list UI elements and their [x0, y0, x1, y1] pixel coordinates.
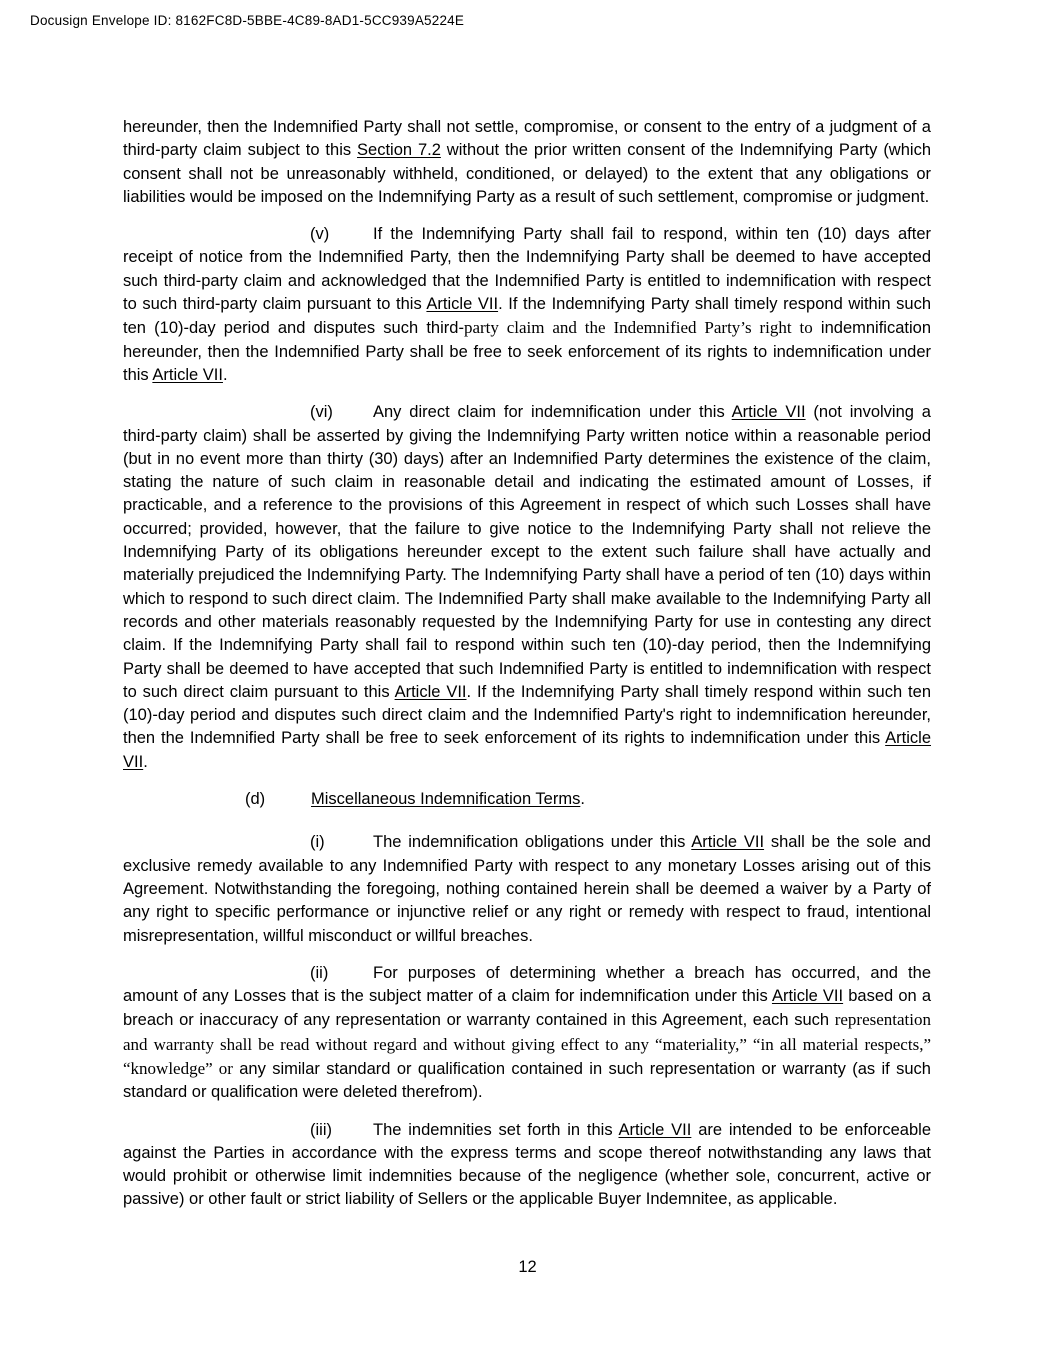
cross-reference: Miscellaneous Indemnification Terms: [311, 790, 581, 809]
text-segment: The indemnification obligations under this: [373, 833, 692, 852]
paragraph: [123, 1119, 931, 1212]
paragraph-label: (iii): [310, 1120, 332, 1139]
cross-reference: Article VII: [771, 987, 844, 1006]
cross-reference: Article VII: [394, 682, 467, 701]
document-body: [123, 116, 931, 1226]
text-segment: The indemnities set forth in this: [373, 1120, 619, 1139]
cross-reference: Article VII: [152, 365, 223, 384]
paragraph-label: (d): [245, 790, 266, 809]
text-segment: representation and warranty shall be read without regard and without giving effect to any “materiality,” “in all material respects,” “knowledge” or: [123, 1010, 931, 1078]
paragraph: [123, 401, 931, 774]
cross-reference: Article VII: [426, 295, 499, 314]
paragraph-label: (vi): [310, 403, 333, 422]
text-segment: . If the Indemnifying Party shall timely respond within such ten (10)-day period and disputes such direct claim and the Indemnified Party's right to indemnification hereunder, then the Indemnified Party shall be free to seek enforcement of its rights to indemnification under this: [123, 682, 931, 748]
paragraph: [123, 831, 931, 947]
text-segment: For purposes of determining whether a breach has occurred, and the amount of any Losses that is the subject matter of a claim for indemnification under this: [123, 963, 931, 1006]
text-segment: are intended to be enforceable against the Parties in accordance with the express terms and scope thereof notwithstanding any laws that would prohibit or otherwise limit indemnities because of the negligence (whether sole, concurrent, active or passive) or other fault or strict liability of Sellers or the applicable Buyer Indemnitee, as applicable.: [123, 1120, 932, 1209]
text-segment: without the prior written consent of the Indemnifying Party (which consent shall not be unreasonably withheld, conditioned, or delayed) to the extent that any obligations or liabilities would be imposed on the Indemnifying Party as a result of such settlement, compromise or judgment.: [123, 141, 931, 206]
paragraph: [123, 223, 931, 387]
paragraph-label: (i): [310, 833, 325, 852]
text-segment: .: [143, 752, 148, 771]
text-segment: hereunder, then the Indemnified Party shall not settle, compromise, or consent to the entry of a judgment of a third-party claim subject to this: [123, 118, 931, 160]
text-segment: any similar standard or qualification contained in such representation or warranty (as if such standard or qualification were deleted therefrom).: [123, 1059, 931, 1102]
cross-reference: Article VII: [731, 403, 806, 422]
text-segment: .: [222, 365, 228, 384]
text-segment: shall be the sole and exclusive remedy available to any Indemnified Party with respect to any monetary Losses arising out of this Agreement. Notwithstanding the foregoing, nothing contained herein shall be deemed a waiver by a Party of any right to specific performance or injunctive relief or any right or remedy with respect to fraud, intentional misrepresentation, willful misconduct or willful breaches.: [123, 833, 931, 945]
cross-reference: Article VII: [618, 1120, 692, 1139]
text-segment: If the Indemnifying Party shall fail to respond, within ten (10) days after receipt of notice from the Indemnified Party, then the Indemnifying Party shall be deemed to have accepted such third-party claim and acknowledged that the Indemnified Party is entitled to indemnification with respect to such third-party claim pursuant to this: [123, 225, 931, 314]
section-heading: [123, 788, 931, 811]
text-segment: party claim and the Indemnified Party’s right to: [463, 318, 813, 338]
page-number: 12: [518, 1258, 537, 1276]
paragraph-label: (v): [310, 225, 330, 244]
text-segment: . If the Indemnifying Party shall timely respond within such ten (10)-day period and disputes such third-: [123, 295, 932, 338]
text-segment: indemnification hereunder, then the Indemnified Party shall be free to seek enforcement of its rights to indemnification under this: [123, 319, 931, 384]
text-segment: Any direct claim for indemnification under this: [373, 403, 732, 422]
paragraph: [123, 116, 931, 209]
text-segment: (not involving a third-party claim) shall be asserted by giving the Indemnifying Party written notice within a reasonable period (but in no event more than thirty (30) days) after an Indemnified Party determines the existence of the claim, stating the nature of such claim in reasonable detail and indicating the estimated amount of Losses, if practicable, and a reference to the provisions of this Agreement in respect of which such Losses shall have occurred; provided, however, that the failure to give notice to the Indemnifying Party shall not relieve the Indemnifying Party of its obligations hereunder except to the extent such failure shall have actually and materially prejudiced the Indemnifying Party. The Indemnifying Party shall have a period of ten (10) days within which to respond to such direct claim. The Indemnified Party shall make available to the Indemnifying Party all records and other materials reasonably requested by the Indemnifying Party for use in contesting any direct claim. If the Indemnifying Party shall fail to respond within such ten (10)-day period, then the Indemnifying Party shall be deemed to have accepted that such Indemnified Party is entitled to indemnification with respect to such direct claim pursuant to this: [123, 403, 931, 701]
paragraph: [123, 962, 931, 1105]
cross-reference: Article VII: [123, 729, 931, 771]
cross-reference: Article VII: [691, 833, 765, 852]
text-segment: based on a breach or inaccuracy of any representation or warranty contained in this Agreement, each such: [123, 987, 931, 1030]
text-segment: .: [580, 790, 585, 809]
docusign-envelope-id: Docusign Envelope ID: 8162FC8D-5BBE-4C89-8AD1-5CC939A5224E: [30, 13, 465, 28]
cross-reference: Section 7.2: [357, 141, 441, 160]
paragraph-label: (ii): [310, 963, 329, 982]
